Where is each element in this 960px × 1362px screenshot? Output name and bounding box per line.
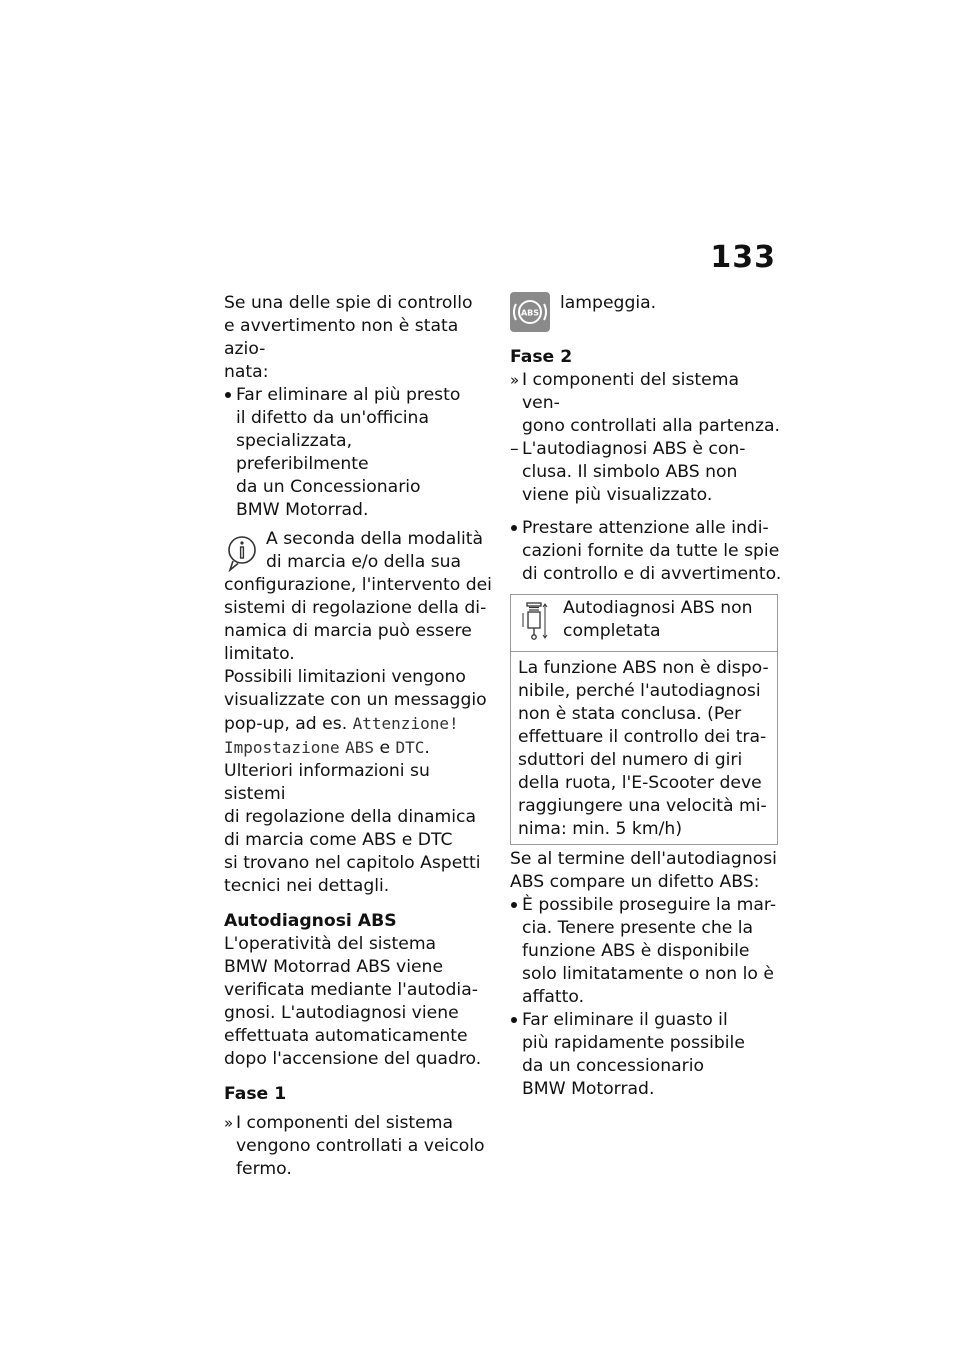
result-dash-icon: – bbox=[510, 439, 519, 459]
abs-flashing-line bbox=[510, 292, 782, 332]
engine-warning-icon bbox=[521, 601, 551, 641]
code-text: ABS bbox=[345, 738, 374, 757]
list-item bbox=[510, 438, 782, 507]
phase2-heading: Fase 2 bbox=[510, 347, 573, 367]
left-column bbox=[224, 292, 492, 1181]
list-item bbox=[224, 1112, 492, 1181]
right-column bbox=[510, 292, 782, 1101]
warning-title: Autodiagnosi ABS non completata bbox=[563, 598, 753, 641]
note-first-lines: A seconda della modalità di marcia e/o della sua bbox=[266, 529, 484, 572]
list-item bbox=[510, 369, 782, 438]
code-text: Attenzione! bbox=[352, 714, 459, 733]
phase2-result: L'autodiagnosi ABS è con- clusa. Il simbolo ABS non viene più visualizzato. bbox=[522, 439, 746, 505]
list-item bbox=[510, 894, 782, 1009]
page-number: 133 bbox=[710, 240, 776, 275]
section-heading: Autodiagnosi ABS bbox=[224, 911, 397, 931]
step-arrow-icon: » bbox=[224, 1114, 234, 1132]
list-item bbox=[224, 384, 492, 522]
flashing-text: lampeggia. bbox=[560, 293, 657, 313]
bullet-repair: Far eliminare il guasto il più rapidamente possibile da un concessionario BMW Motorrad. bbox=[522, 1010, 745, 1099]
warning-box bbox=[510, 594, 778, 845]
note-rest: configurazione, l'intervento dei sistemi di regolazione della di- namica di marcia può essere limitato. bbox=[224, 575, 492, 664]
bullet-continue: È possibile proseguire la mar- cia. Tenere presente che la funzione ABS è disponibile solo limitatamente o non lo è affatto. bbox=[522, 895, 777, 1007]
bullet-icon bbox=[511, 902, 517, 908]
info-note bbox=[224, 528, 492, 898]
note-further: Ulteriori informazioni su sistemi di regolazione della dinamica di marcia come ABS e DTC si trovano nel capitolo Aspetti tecnici nei dettagli. bbox=[224, 761, 481, 896]
bullet-icon bbox=[225, 392, 231, 398]
abs-icon-label: ABS bbox=[520, 308, 540, 318]
selftest-text: L'operatività del sistema BMW Motorrad ABS viene verificata mediante l'autodia- gnosi. L'autodiagnosi viene effettuata automaticamente dopo l'accensione del quadro. bbox=[224, 934, 482, 1069]
warning-text: La funzione ABS non è dispo- nibile, perché l'autodiagnosi non è stata conclusa. (Per effettuare il controllo dei tra- sduttori del numero di giri della ruota, l'E-Scooter deve raggiungere una velocità mi- nima: min. 5 km/h) bbox=[518, 658, 769, 839]
phase1-heading: Fase 1 bbox=[224, 1084, 287, 1104]
after-box-text: Se al termine dell'autodiagnosi ABS compare un difetto ABS: bbox=[510, 849, 777, 892]
step-arrow-icon: » bbox=[510, 371, 520, 389]
info-icon bbox=[227, 534, 257, 572]
code-text: Impostazione bbox=[224, 738, 340, 757]
bullet-text: Far eliminare al più presto il difetto da un'officina specializzata, preferibilmente da un Concessionario BMW Motorrad. bbox=[236, 385, 461, 520]
bullet-icon bbox=[511, 1017, 517, 1023]
list-item bbox=[510, 517, 782, 586]
code-text: DTC bbox=[395, 738, 425, 757]
bullet-icon bbox=[511, 525, 517, 531]
abs-warning-icon bbox=[510, 292, 550, 332]
connector-text: e bbox=[379, 738, 391, 758]
phase2-step: I componenti del sistema ven- gono controllati alla partenza. bbox=[522, 370, 780, 436]
warning-header bbox=[511, 595, 777, 652]
note-possible: Possibili limitazioni vengono visualizzate con un messaggio pop-up, ad es. Attenzione! Impostazione ABS e DTC. bbox=[224, 667, 487, 758]
bullet-attention: Prestare attenzione alle indi- cazioni fornite da tutte le spie di controllo e di avvertimento. bbox=[522, 518, 782, 584]
warning-body bbox=[511, 652, 777, 844]
period-text: . bbox=[424, 738, 430, 758]
list-item bbox=[510, 1009, 782, 1101]
phase1-step: I componenti del sistema vengono controllati a veicolo fermo. bbox=[236, 1113, 485, 1179]
intro-text: Se una delle spie di controllo e avvertimento non è stata azio- nata: bbox=[224, 293, 473, 382]
